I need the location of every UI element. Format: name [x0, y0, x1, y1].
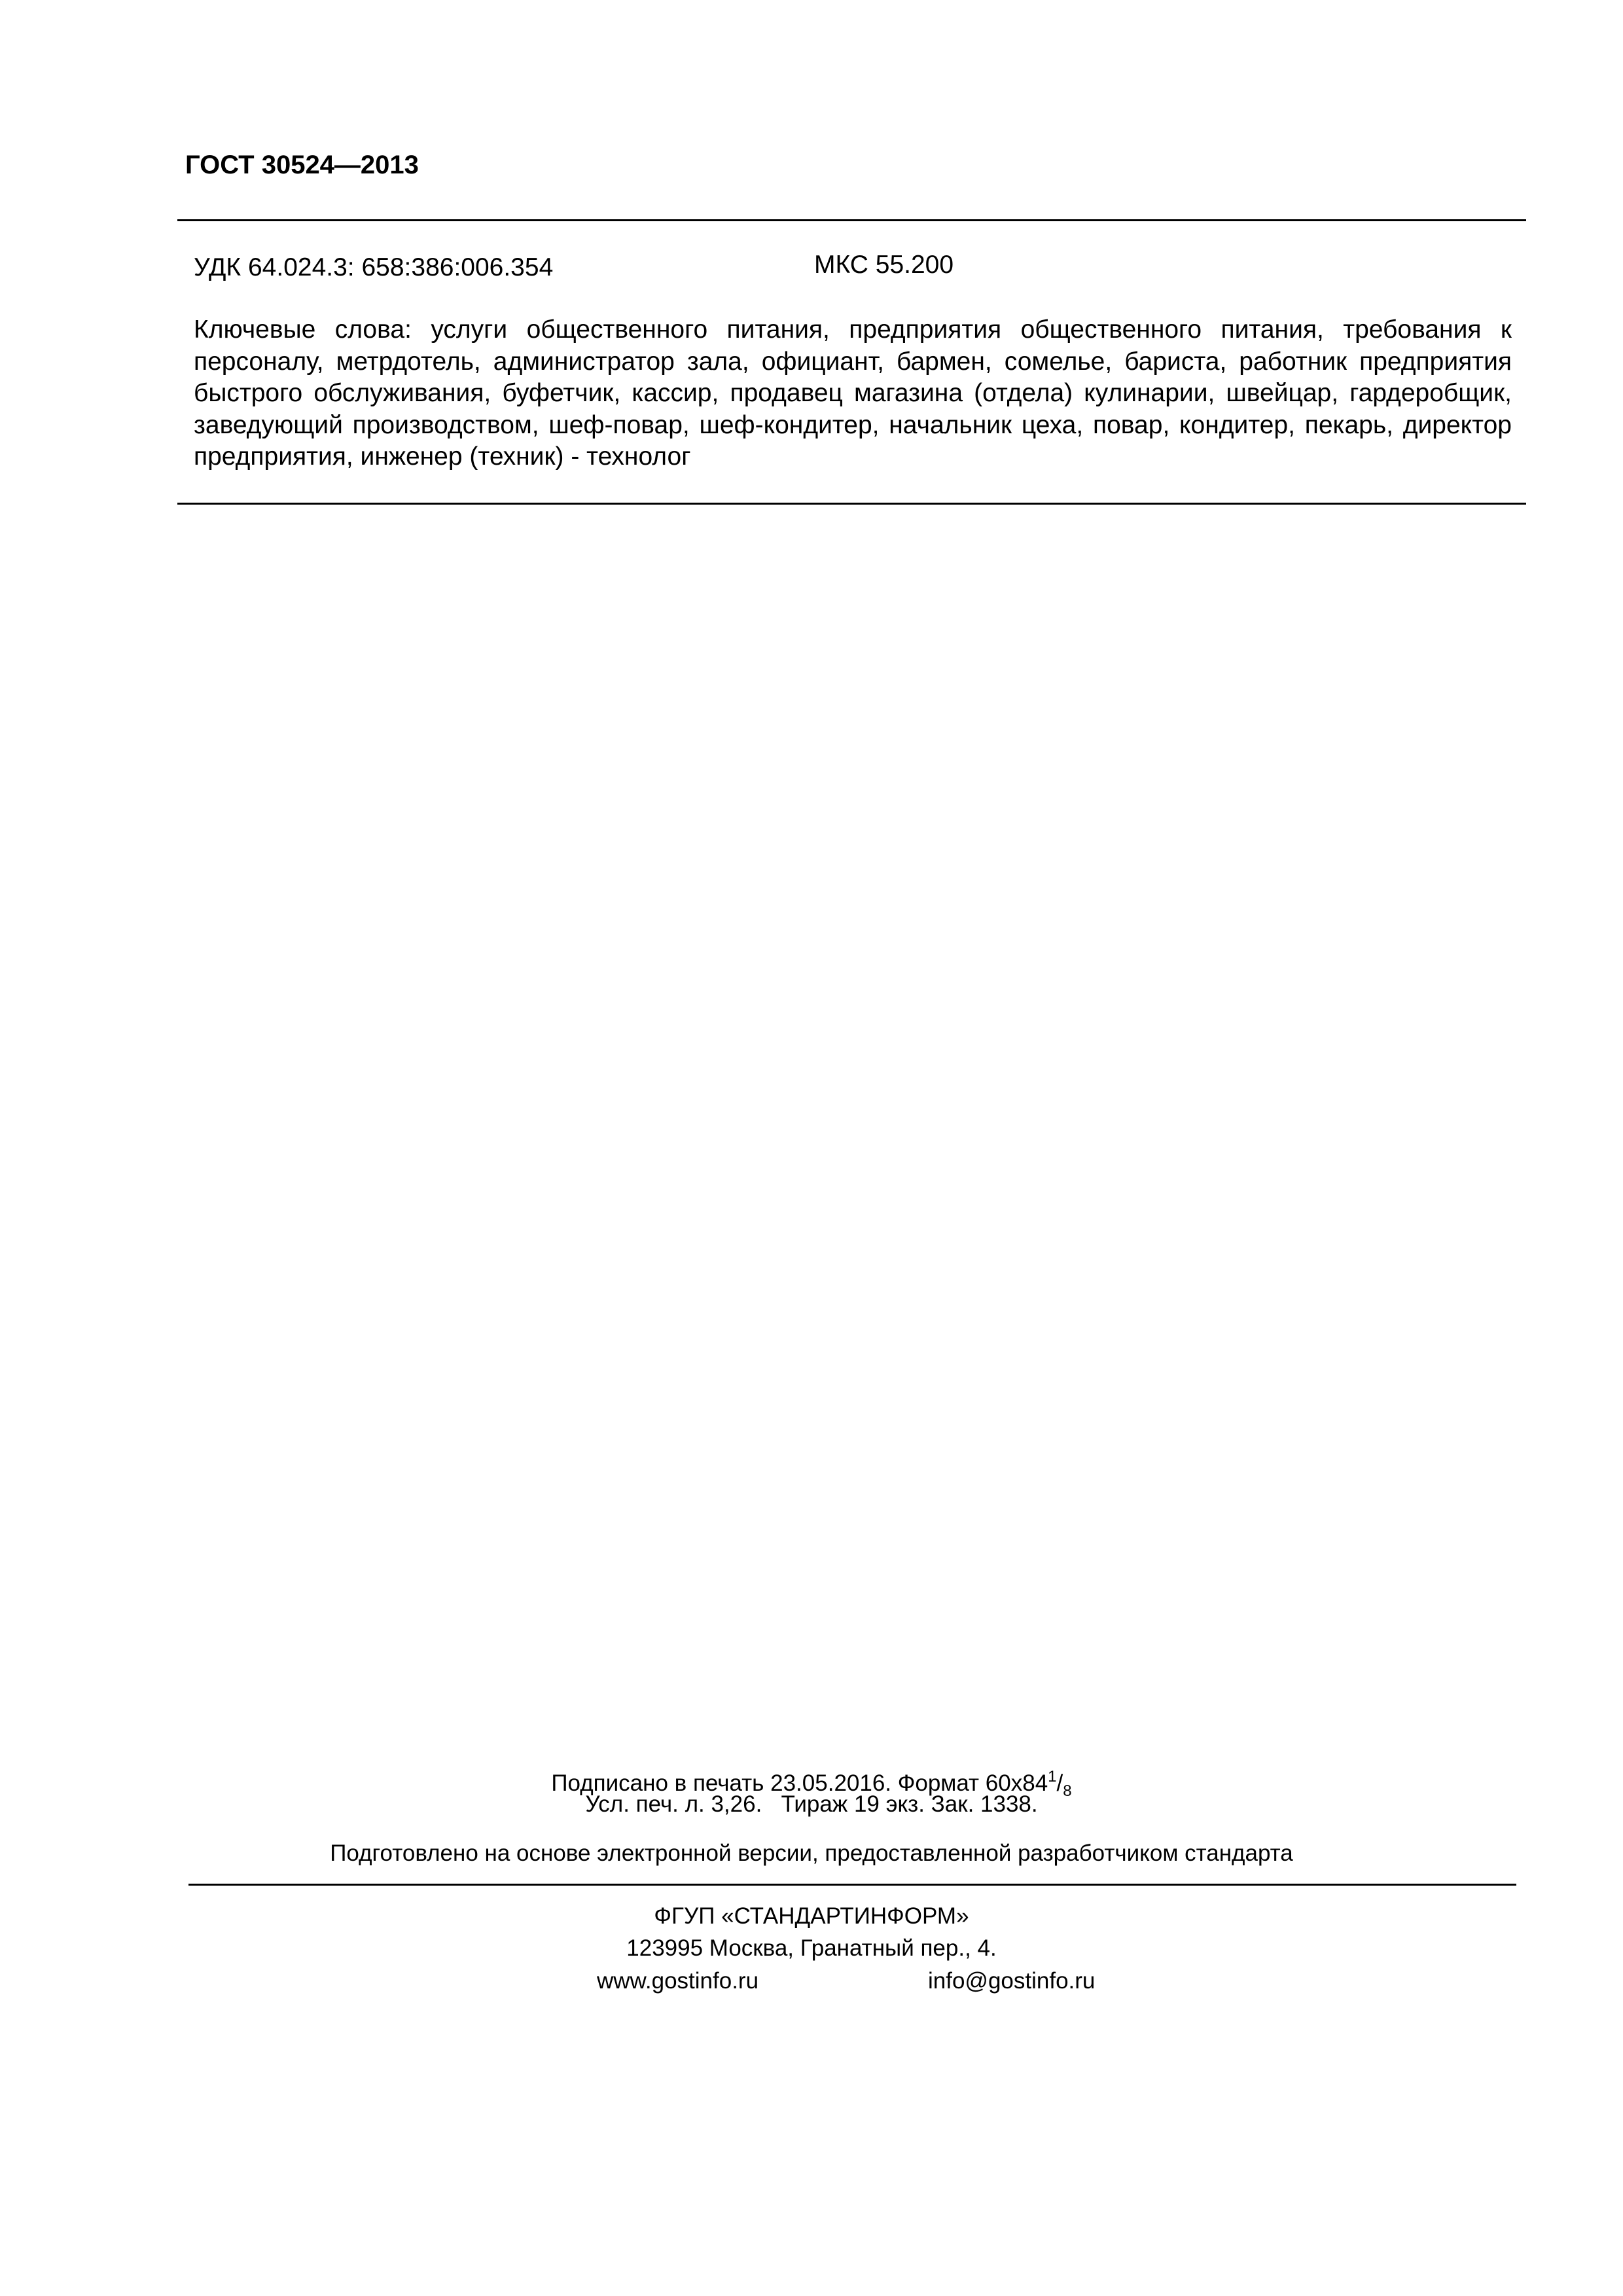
standard-code: ГОСТ 30524—2013 — [185, 151, 419, 179]
keywords-divider — [177, 503, 1526, 505]
format-denominator: 8 — [1063, 1782, 1072, 1800]
signed-main-text: Подписано в печать 23.05.2016. Формат 60x84 — [551, 1770, 1048, 1796]
top-divider — [177, 219, 1526, 221]
print-info: Усл. печ. л. 3,26. Тираж 19 экз. Зак. 1338. — [585, 1791, 1038, 1817]
publisher-address: 123995 Москва, Гранатный пер., 4. — [626, 1935, 997, 1961]
publisher-name: ФГУП «СТАНДАРТИНФОРМ» — [654, 1903, 969, 1929]
udk-code: УДК 64.024.3: 658:386:006.354 — [194, 253, 554, 281]
mks-code: МКС 55.200 — [814, 251, 954, 279]
imprint-divider — [188, 1884, 1516, 1886]
keywords-paragraph: Ключевые слова: услуги общественного питания, предприятия общественного питания, требования к персоналу, метрдотель, администратор зала, официант, бармен, сомелье, бариста, работник предприятия быстрого обслуживания, буфетчик, кассир, продавец магазина (отдела) кулинарии, швейцар, гардеробщик, заведующий производством, шеф-повар, шеф-кондитер, начальник цеха, повар, кондитер, пекарь, директор предприятия, инженер (техник) - технолог — [194, 315, 1512, 471]
format-numerator: 1 — [1048, 1768, 1057, 1785]
prepared-note: Подготовлено на основе электронной версии, предоставленной разработчиком стандарта — [330, 1840, 1293, 1866]
email-link[interactable]: info@gostinfo.ru — [928, 1968, 1096, 1994]
website-link[interactable]: www.gostinfo.ru — [597, 1968, 759, 1994]
format-slash: / — [1056, 1770, 1063, 1796]
